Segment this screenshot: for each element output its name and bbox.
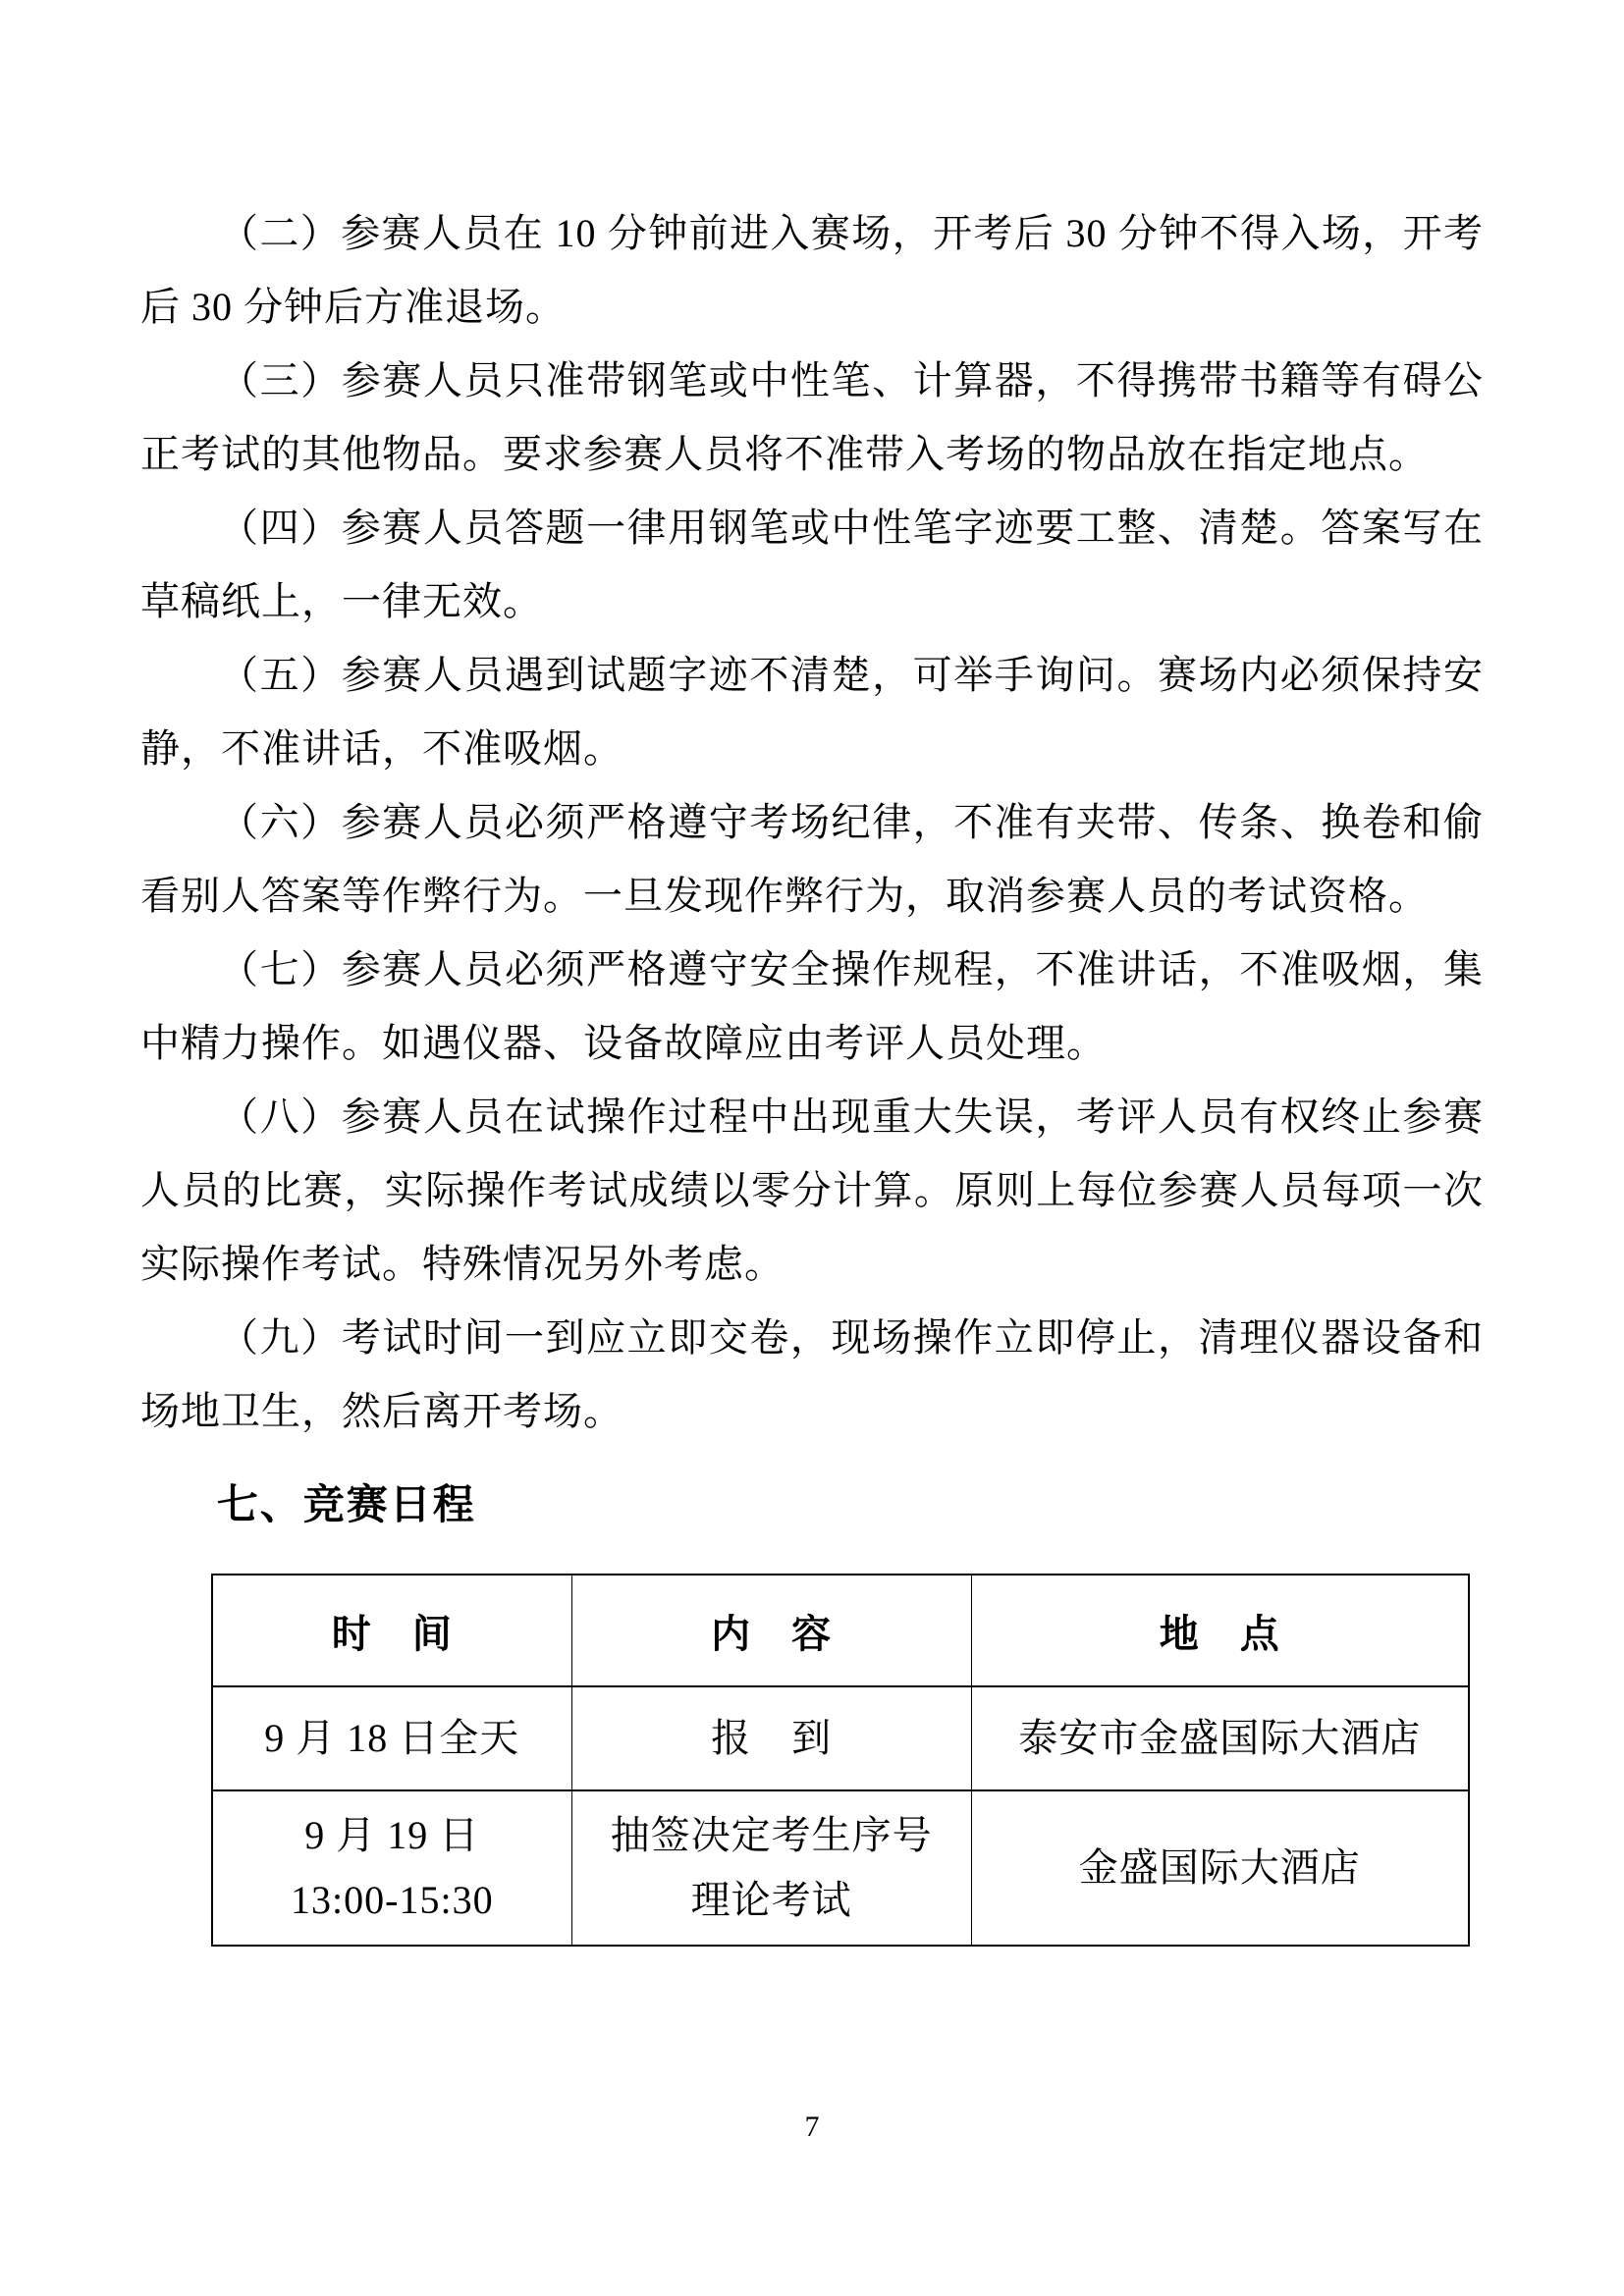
table-row: [212, 1790, 1469, 1946]
body-paragraph-5: （五）参赛人员遇到试题字迹不清楚，可举手询问。赛场内必须保持安静，不准讲话，不准吸烟。: [140, 653, 1484, 771]
page-number: 7: [804, 2110, 820, 2143]
cell-content: [571, 1790, 971, 1946]
schedule-table: [211, 1574, 1470, 1947]
table-header-content: 内 容: [571, 1575, 971, 1686]
cell-location: [971, 1686, 1469, 1790]
cell-line: 13:00-15:30: [291, 1878, 494, 1922]
cell-line: 9 月 19 日: [304, 1813, 480, 1857]
cell-line: 抽签决定考生序号: [610, 1813, 933, 1857]
cell-time: [212, 1686, 571, 1790]
body-paragraph-3: （三）参赛人员只准带钢笔或中性笔、计算器，不得携带书籍等有碍公正考试的其他物品。要求参赛人员将不准带入考场的物品放在指定地点。: [140, 358, 1484, 476]
body-paragraph-6: （六）参赛人员必须严格遵守考场纪律，不准有夹带、传条、换卷和偷看别人答案等作弊行为。一旦发现作弊行为，取消参赛人员的考试资格。: [140, 800, 1484, 918]
table-header-time: 时 间: [212, 1575, 571, 1686]
cell-line: 理论考试: [690, 1878, 852, 1922]
table-header-row: [212, 1575, 1469, 1686]
cell-location: [971, 1790, 1469, 1946]
body-paragraph-2: （二）参赛人员在 10 分钟前进入赛场，开考后 30 分钟不得入场，开考后 30 分钟后方准退场。: [140, 211, 1484, 329]
cell-line: 报 到: [711, 1716, 833, 1760]
body-paragraph-4: （四）参赛人员答题一律用钢笔或中性笔字迹要工整、清楚。答案写在草稿纸上，一律无效。: [140, 506, 1484, 623]
table-header-location: 地 点: [971, 1575, 1469, 1686]
body-paragraph-9: （九）考试时间一到应立即交卷，现场操作立即停止，清理仪器设备和场地卫生，然后离开考场。: [140, 1315, 1484, 1433]
body-paragraph-7: （七）参赛人员必须严格遵守安全操作规程，不准讲话，不准吸烟，集中精力操作。如遇仪器、设备故障应由考评人员处理。: [140, 947, 1484, 1065]
cell-content: [571, 1686, 971, 1790]
cell-line: 泰安市金盛国际大酒店: [1018, 1716, 1422, 1760]
cell-line: 金盛国际大酒店: [1078, 1845, 1361, 1890]
cell-time: [212, 1790, 571, 1946]
table-row: [212, 1686, 1469, 1790]
body-paragraph-8: （八）参赛人员在试操作过程中出现重大失误，考评人员有权终止参赛人员的比赛，实际操作考试成绩以零分计算。原则上每位参赛人员每项一次实际操作考试。特殊情况另外考虑。: [140, 1095, 1484, 1286]
section-heading: 七、竞赛日程: [216, 1481, 476, 1527]
cell-line: 9 月 18 日全天: [264, 1716, 520, 1760]
